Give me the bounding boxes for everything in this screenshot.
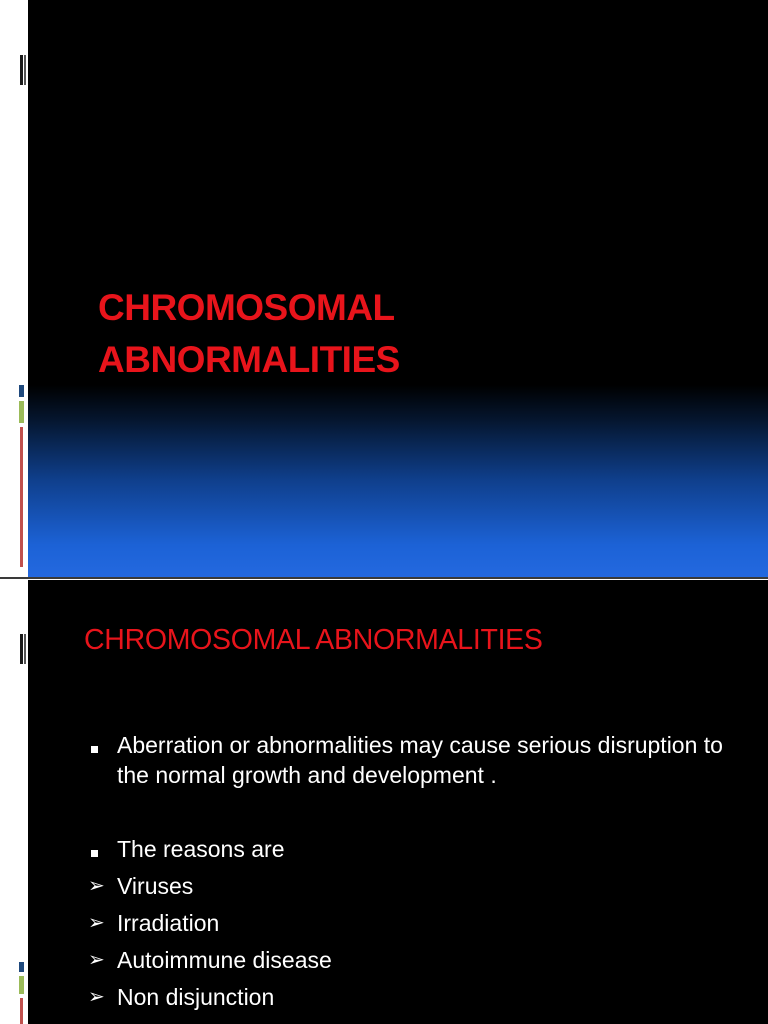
slide-divider: [0, 577, 768, 579]
list-item-text: Aberration or abnormalities may cause serious disruption to the normal growth and development .: [117, 732, 723, 788]
slide1-edge-mark-inner: [24, 55, 26, 85]
list-item-text: Autoimmune disease: [117, 947, 332, 973]
title-line-1: CHROMOSOMAL: [98, 287, 395, 328]
slide2-edge-mark-inner: [24, 634, 26, 664]
title-slide: [28, 0, 768, 578]
list-item-text: The reasons are: [117, 836, 285, 862]
list-item: [84, 871, 744, 901]
list-item: [84, 982, 744, 1012]
content-slide: [28, 580, 768, 1024]
bullet-list: [84, 730, 744, 1012]
list-item-text: Non disjunction: [117, 984, 275, 1010]
edge-green-stripe: [19, 401, 24, 423]
arrow-bullet-icon: ➢: [88, 949, 105, 971]
list-item: [84, 834, 744, 864]
square-bullet-icon: [88, 834, 112, 864]
slide1-edge-mark: [20, 55, 23, 85]
list-item: [84, 945, 744, 975]
edge-blue-stripe: [19, 385, 24, 397]
list-item: [84, 730, 744, 790]
arrow-bullet-icon: ➢: [88, 912, 105, 934]
list-item: [84, 908, 744, 938]
edge-red-stripe-2: [20, 998, 23, 1024]
content-slide-heading: CHROMOSOMAL ABNORMALITIES: [84, 624, 543, 656]
title-slide-heading: [98, 282, 400, 386]
edge-blue-stripe-2: [19, 962, 24, 972]
edge-red-stripe: [20, 427, 23, 567]
arrow-bullet-icon: ➢: [88, 875, 105, 897]
title-line-2: ABNORMALITIES: [98, 339, 400, 380]
list-item-text: Viruses: [117, 873, 194, 899]
slide2-edge-mark: [20, 634, 23, 664]
square-bullet-icon: [88, 730, 112, 760]
arrow-bullet-icon: ➢: [88, 986, 105, 1008]
edge-green-stripe-2: [19, 976, 24, 994]
list-item-text: Irradiation: [117, 910, 220, 936]
